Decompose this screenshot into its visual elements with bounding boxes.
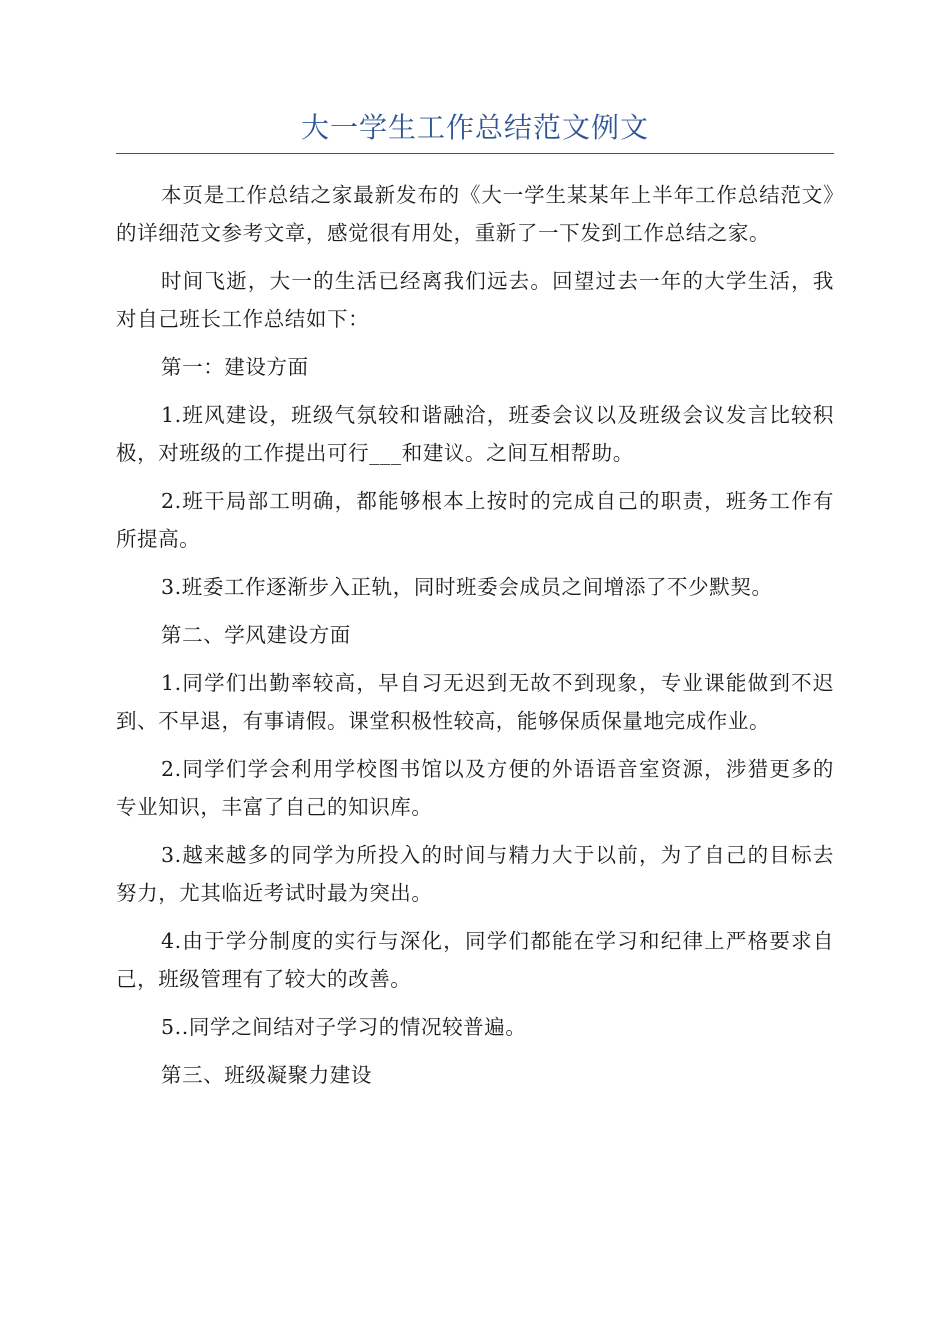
paragraph-item: 3.越来越多的同学为所投入的时间与精力大于以前，为了自己的目标去努力，尤其临近考试时最为突出。 [116,843,834,905]
paragraph-item: 4.由于学分制度的实行与深化，同学们都能在学习和纪律上严格要求自己，班级管理有了较大的改善。 [116,929,834,991]
section-heading-cohesion: 第三、班级凝聚力建设 [161,1063,372,1087]
document-title: 大一学生工作总结范文例文 [300,111,649,144]
paragraph-item: 3.班委工作逐渐步入正轨，同时班委会成员之间增添了不少默契。 [161,575,773,599]
paragraph-summary-opening: 时间飞逝，大一的生活已经离我们远去。回望过去一年的大学生活，我对自己班长工作总结如下： [116,269,834,331]
section-heading-study-style: 第二、学风建设方面 [161,623,351,647]
paragraph-item: 2.同学们学会利用学校图书馆以及方便的外语语音室资源，涉猎更多的专业知识，丰富了自己的知识库。 [116,757,834,819]
document-body [116,176,834,1104]
section-heading-construction: 第一：建设方面 [161,355,309,379]
paragraph-intro: 本页是工作总结之家最新发布的《大一学生某某年上半年工作总结范文》的详细范文参考文章，感觉很有用处，重新了一下发到工作总结之家。 [116,183,834,245]
paragraph-item: 1.同学们出勤率较高，早自习无迟到无故不到现象，专业课能做到不迟到、不早退，有事请假。课堂积极性较高，能够保质保量地完成作业。 [116,671,834,733]
title-underline [116,153,834,154]
paragraph-item: 5..同学之间结对子学习的情况较普遍。 [161,1015,527,1039]
paragraph-item: 1.班风建设，班级气氛较和谐融洽，班委会议以及班级会议发言比较积极，对班级的工作提出可行___和建议。之间互相帮助。 [116,403,834,465]
paragraph-item: 2.班干局部工明确，都能够根本上按时的完成自己的职责，班务工作有所提高。 [116,489,834,551]
